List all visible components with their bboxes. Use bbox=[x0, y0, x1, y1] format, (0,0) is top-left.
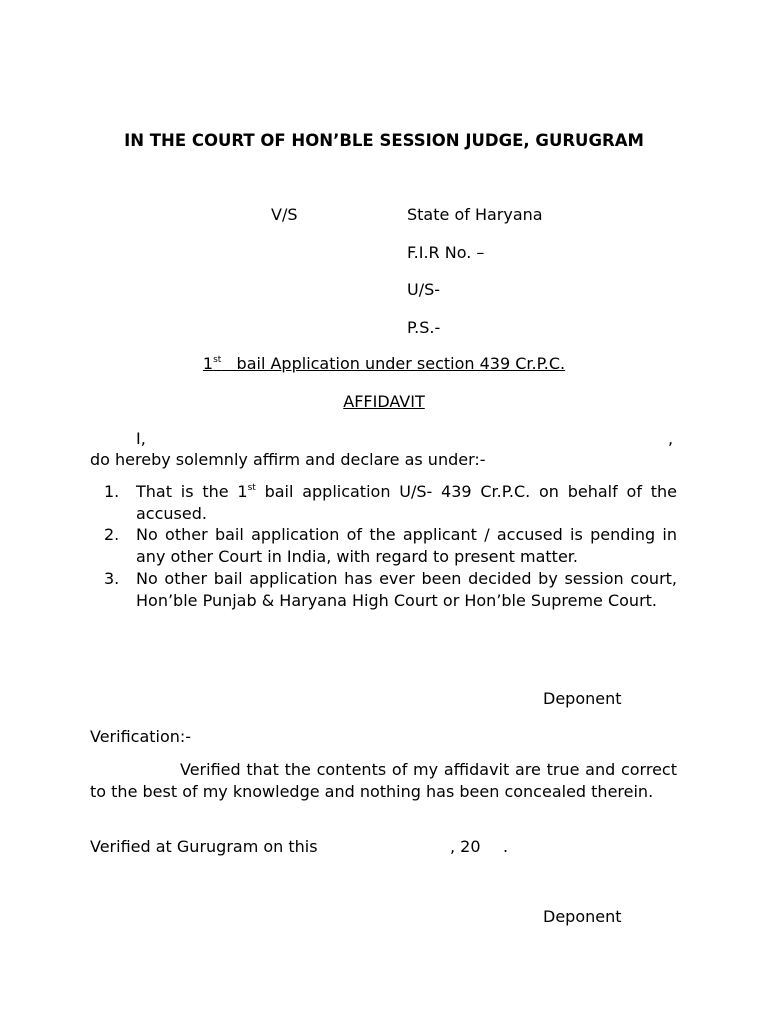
declaration-text: No other bail application of the applicant / accused is pending in any other Court in India, with regard to present matter. bbox=[136, 525, 677, 567]
declaration-item bbox=[104, 481, 677, 524]
declaration-number: 2. bbox=[104, 525, 120, 545]
application-ordinal: 1 bbox=[202, 354, 214, 373]
declaration-text: No other bail application has ever been decided by session court, Hon’ble Punjab & Haryana High Court or Hon’ble Supreme Court. bbox=[136, 568, 677, 610]
deponent-label: Deponent bbox=[543, 689, 622, 708]
under-section: U/S- bbox=[407, 280, 441, 299]
verification-text: Verified that the contents of my affidavit are true and correct to the best of my knowledge and nothing has been concealed therein. bbox=[90, 760, 677, 801]
deponent-signature-label: Deponent bbox=[543, 907, 622, 926]
fir-number: F.I.R No. – bbox=[407, 243, 485, 262]
application-ordinal-suffix: st bbox=[213, 355, 222, 365]
court-title: IN THE COURT OF HON’BLE SESSION JUDGE, GURUGRAM bbox=[124, 131, 644, 150]
declaration-text: That is the 1st bail application U/S- 439 Cr.P.C. on behalf of the accused. bbox=[136, 482, 678, 523]
affidavit-title: AFFIDAVIT bbox=[343, 392, 425, 411]
verification-title: Verification:- bbox=[90, 727, 192, 746]
verification-end-dot: . bbox=[503, 837, 509, 856]
police-station: P.S.- bbox=[407, 318, 441, 337]
versus-label: V/S bbox=[271, 205, 298, 224]
respondent-name: State of Haryana bbox=[407, 205, 543, 224]
declaration-number: 3. bbox=[104, 568, 120, 588]
affidavit-intro-start: I, bbox=[136, 429, 146, 448]
application-title-text: bail Application under section 439 Cr.P.C. bbox=[236, 354, 566, 373]
declaration-list bbox=[104, 481, 677, 611]
declaration-number: 1. bbox=[104, 482, 120, 501]
verification-place: Verified at Gurugram on this bbox=[90, 837, 318, 856]
declaration-item bbox=[104, 524, 677, 567]
declaration-item bbox=[104, 568, 677, 611]
affidavit-intro-declaration: do hereby solemnly affirm and declare as under:- bbox=[90, 450, 486, 469]
verification-year: , 20 bbox=[450, 837, 481, 856]
affidavit-intro-comma: , bbox=[668, 429, 674, 448]
application-title bbox=[0, 354, 768, 373]
